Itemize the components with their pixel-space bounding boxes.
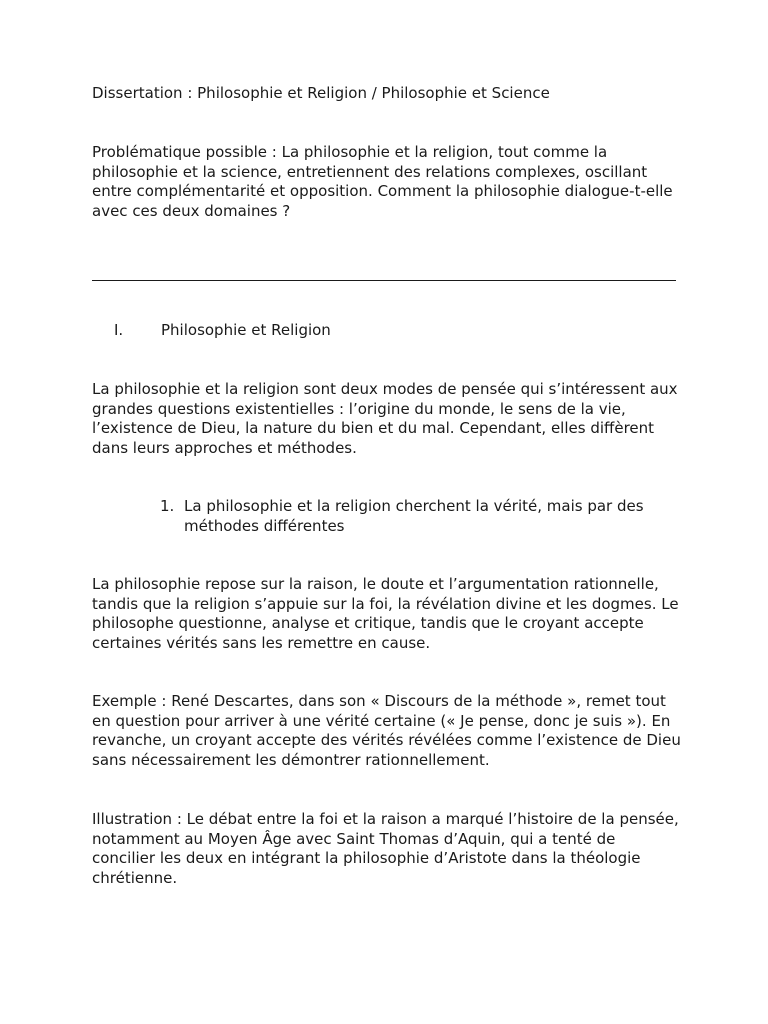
horizontal-divider bbox=[92, 280, 676, 281]
illustration-paragraph: Illustration : Le débat entre la foi et la raison a marqué l’histoire de la pensée, notamment au Moyen Âge avec Saint Thomas d’Aquin, qui a tenté de concilier les deux en intégrant la philosophie d’Aristote dans la théologie chrétienne. bbox=[92, 810, 679, 887]
subsection-number: 1. bbox=[160, 497, 175, 515]
document-title: Dissertation : Philosophie et Religion / Philosophie et Science bbox=[92, 84, 550, 102]
problematique-paragraph: Problématique possible : La philosophie et la religion, tout comme la philosophie et la science, entretiennent des relations complexes, oscillant entre complémentarité et opposition. Comment la philosophie dialogue-t-elle avec ces deux domaines ? bbox=[92, 143, 673, 220]
section-number: I. bbox=[114, 321, 124, 339]
methods-paragraph: La philosophie repose sur la raison, le doute et l’argumentation rationnelle, tandis que la religion s’appuie sur la foi, la révélation divine et les dogmes. Le philosophe questionne, analyse et critique, tandis que le croyant accepte certaines vérités sans les remettre en cause. bbox=[92, 575, 679, 652]
section-title: Philosophie et Religion bbox=[161, 321, 331, 339]
subsection-title: La philosophie et la religion cherchent la vérité, mais par des méthodes différentes bbox=[184, 497, 644, 535]
example-paragraph: Exemple : René Descartes, dans son « Discours de la méthode », remet tout en question pour arriver à une vérité certaine (« Je pense, donc je suis »). En revanche, un croyant accepte des vérités révélées comme l’existence de Dieu sans nécessairement les démontrer rationnellement. bbox=[92, 692, 681, 769]
section-intro-paragraph: La philosophie et la religion sont deux modes de pensée qui s’intéressent aux grandes questions existentielles : l’origine du monde, le sens de la vie, l’existence de Dieu, la nature du bien et du mal. Cependant, elles diffèrent dans leurs approches et méthodes. bbox=[92, 380, 678, 457]
